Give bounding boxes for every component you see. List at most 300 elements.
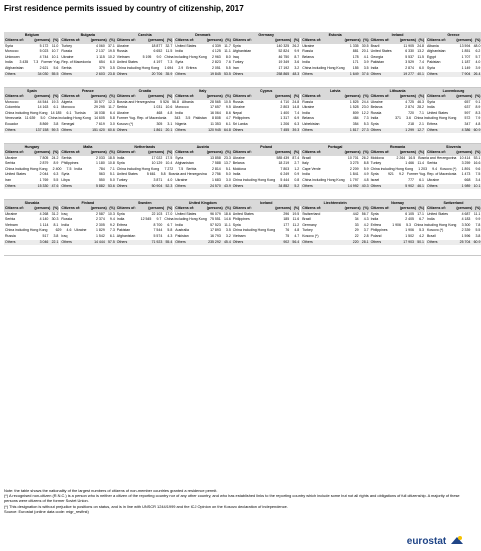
percent-cell: 4.9 — [363, 172, 369, 177]
table-row — [116, 128, 232, 134]
persons-cell: 24 570 — [210, 183, 221, 188]
percent-cell: 24.8 — [292, 99, 300, 104]
citizenship-cell: Others — [232, 183, 244, 188]
percent-cell: 11.1 — [473, 211, 481, 216]
persons-cell: 343 — [174, 116, 181, 121]
persons-cell: 2 874 — [405, 65, 414, 70]
citizenship-cell: Others — [61, 239, 72, 244]
persons-cell: 96 079 — [210, 211, 221, 216]
persons-cell: 218 — [408, 121, 414, 126]
persons-cell: 57 523 — [210, 222, 221, 227]
column-header-percent: (%) — [109, 150, 115, 154]
citizenship-cell: Bosnia and Herzegovina — [418, 155, 457, 160]
persons-cell: 550 — [98, 177, 105, 182]
citizenship-cell: Belarus — [232, 161, 245, 166]
percent-cell: 11.5 — [165, 49, 173, 54]
country-name: France — [81, 89, 94, 93]
persons-cell: 12 545 — [140, 217, 152, 222]
citizenship-cell: China including Hong Kong — [48, 116, 91, 121]
column-header-persons: (persons) — [400, 94, 416, 98]
column-header-percent: (%) — [225, 150, 231, 154]
citizenship-cell: Afghanistan — [427, 49, 446, 54]
percent-cell: 23.0 — [361, 105, 369, 110]
citizenship-cell: Others — [175, 239, 186, 244]
column-header-citizens: Citizens of: — [175, 150, 195, 154]
country-pair-block — [232, 144, 370, 200]
percent-cell: 3.5 — [109, 65, 115, 70]
country-name: Slovakia — [24, 201, 40, 205]
citizenship-cell: Russia — [302, 99, 313, 104]
percent-cell: 3.2 — [225, 233, 231, 238]
percent-cell: 5.5 — [475, 228, 481, 233]
persons-cell: 8 700 — [153, 222, 163, 227]
eurostat-logo-icon — [450, 535, 464, 545]
table-row — [370, 240, 481, 246]
persons-cell: 1 187 — [461, 60, 471, 65]
percent-cell: 48.0 — [473, 43, 481, 48]
citizenship-cell: United States — [116, 172, 138, 177]
percent-cell: 8.6 — [225, 110, 231, 115]
country-name: Cyprus — [260, 89, 273, 93]
persons-cell: 1 335 — [349, 43, 359, 48]
country-name: Romania — [389, 145, 406, 149]
citizenship-cell: Others — [370, 239, 382, 244]
percent-cell: 6.0 — [109, 60, 115, 65]
persons-cell: 5 537 — [405, 54, 414, 59]
column-header-persons: (persons) — [456, 206, 473, 210]
column-header-percent: (%) — [363, 206, 369, 210]
percent-cell: 7.5 — [66, 166, 72, 171]
persons-cell: 71 923 — [151, 239, 163, 244]
percent-cell: 4.6 — [66, 228, 72, 233]
percent-cell: 24.4 — [361, 99, 369, 104]
citizenship-cell: Ukraine — [232, 105, 245, 110]
column-header-citizens: Citizens of: — [175, 206, 195, 210]
persons-cell: 2 756 — [212, 172, 221, 177]
citizenship-cell: India — [302, 60, 310, 65]
country-row-cells — [425, 128, 481, 134]
column-header-citizens: Citizens of: — [232, 38, 252, 42]
citizenship-cell: Australia — [175, 228, 189, 233]
percent-cell: 10.5 — [223, 99, 231, 104]
column-header-percent: (%) — [225, 38, 231, 42]
column-header-citizens: Citizens of: — [232, 94, 252, 98]
column-header-percent: (%) — [363, 38, 369, 42]
persons-cell: 2 874 — [405, 105, 414, 110]
percent-cell: 12.7 — [417, 127, 424, 132]
source-line: Source: Eurostat (online data code: migr_resfirst) — [4, 508, 89, 514]
column-header-percent: (%) — [293, 150, 300, 154]
country-row-cells — [370, 184, 425, 190]
citizenship-cell: Morocco — [61, 105, 75, 110]
persons-cell: 25 704 — [459, 239, 471, 244]
percent-cell: 26.2 — [292, 43, 300, 48]
percent-cell: 17.1 — [417, 211, 424, 216]
citizenship-cell: Russia — [370, 110, 382, 115]
country-name: Bulgaria — [80, 33, 96, 37]
table-row — [4, 184, 116, 190]
percent-cell: 20.1 — [361, 49, 369, 54]
persons-cell: 22 — [354, 233, 359, 238]
persons-cell: 75 551 — [210, 217, 221, 222]
country-row-cells — [300, 72, 369, 78]
persons-cell: 2 587 — [96, 211, 105, 216]
percent-cell: 31.2 — [51, 211, 59, 216]
percent-cell: 9.5 — [225, 105, 231, 110]
persons-cell: 2 137 — [96, 49, 105, 54]
citizenship-cell: Russia — [232, 99, 244, 104]
citizenship-cell: Germany — [302, 222, 317, 227]
percent-cell: 6.1 — [53, 105, 59, 110]
citizenship-cell: United States — [427, 110, 449, 115]
country-name: Slovenia — [446, 145, 461, 149]
citizenship-cell: India — [232, 172, 241, 177]
percent-cell: 4.2 — [419, 233, 424, 238]
citizenship-cell: Ukraine — [370, 99, 383, 104]
persons-cell: 17 893 — [210, 228, 221, 233]
persons-cell: 1 502 — [405, 233, 414, 238]
citizenship-cell: Former Yug. Rep. of Macedonia — [406, 172, 457, 177]
country-row-cells — [116, 184, 174, 190]
percent-cell: 5.3 — [406, 222, 411, 227]
citizenship-cell: Syria — [370, 172, 379, 177]
column-header-persons: (persons) — [90, 206, 107, 210]
persons-cell: 10 414 — [459, 155, 471, 160]
country-name: Liechtenstein — [323, 201, 347, 205]
citizenship-cell: Kosovo (*) — [116, 121, 134, 126]
citizenship-cell: United States — [232, 211, 254, 216]
persons-cell: 629 — [55, 228, 62, 233]
persons-cell: 46 750 — [278, 54, 290, 59]
page-title: First residence permits issued by country of citizenship, 2017 — [4, 4, 244, 13]
citizenship-cell: China including Hong Kong — [116, 166, 160, 171]
percent-cell: 9.9 — [475, 217, 481, 222]
persons-cell: 177 — [283, 222, 290, 227]
percent-cell: 5.9 — [363, 166, 369, 171]
persons-cell: 4 183 — [461, 217, 471, 222]
citizenship-cell: Syria — [61, 172, 70, 177]
column-header-citizens: Citizens of: — [302, 38, 322, 42]
column-header-citizens: Citizens of: — [370, 94, 390, 98]
citizenship-cell: Others — [370, 71, 382, 76]
percent-cell: 0.9 — [294, 172, 300, 177]
persons-cell: 1 528 — [349, 105, 359, 110]
persons-cell: 3 046 — [39, 239, 49, 244]
citizenship-cell: Syria — [5, 43, 13, 48]
citizenship-cell: Syria — [116, 161, 125, 166]
persons-cell: 2 405 — [405, 217, 414, 222]
percent-cell: 6.3 — [53, 172, 59, 177]
percent-cell: 22.1 — [51, 239, 59, 244]
country-name: Netherlands — [134, 145, 156, 149]
citizenship-cell: Russia — [116, 49, 128, 54]
persons-cell: 4 710 — [280, 99, 290, 104]
citizenship-cell: Unknown — [5, 54, 20, 59]
note-line: Note: the table shows the nationality of the largest numbers of citizens of non-member countries granted a residence permit. — [4, 488, 218, 493]
persons-cell: 2 305 — [96, 222, 105, 227]
percent-cell: 45.4 — [223, 239, 231, 244]
persons-cell: 13 858 — [210, 155, 221, 160]
country-name: Poland — [260, 145, 273, 149]
country-row-cells — [4, 240, 59, 246]
percent-cell: 9.1 — [475, 99, 481, 104]
percent-cell: 4.7 — [225, 116, 231, 121]
percent-cell: 46.1 — [417, 183, 424, 188]
citizenship-cell: Turkey — [232, 60, 244, 65]
column-header-citizens: Citizens of: — [61, 38, 81, 42]
persons-cell: 1 149 — [461, 65, 471, 70]
persons-cell: 7 904 — [461, 71, 471, 76]
column-header-persons: (persons) — [344, 94, 361, 98]
column-header-citizens: Citizens of: — [61, 206, 81, 210]
percent-cell: 5.8 — [160, 172, 166, 177]
citizenship-cell: Others — [116, 127, 128, 132]
percent-cell: 4.1 — [363, 54, 369, 59]
percent-cell: 5.5 — [53, 177, 59, 182]
percent-cell: 19.5 — [107, 49, 115, 54]
citizenship-cell: China including Hong Kong — [5, 166, 48, 171]
percent-cell: 10.7 — [51, 49, 59, 54]
country-pair-block — [370, 88, 481, 144]
persons-cell: 2 879 — [39, 161, 49, 166]
column-header-persons: (persons) — [400, 206, 416, 210]
country-row-cells — [232, 72, 300, 78]
citizenship-cell: Others — [175, 183, 186, 188]
citizenship-cell: Kosovo (*) — [427, 228, 444, 233]
column-header-percent: (%) — [52, 94, 59, 98]
country-name: Hungary — [24, 145, 40, 149]
persons-cell: 305 — [156, 121, 163, 126]
citizenship-cell: Albania — [181, 99, 194, 104]
persons-cell: 3 275 — [349, 161, 359, 166]
persons-cell: 14 185 — [50, 110, 62, 115]
column-header-percent: (%) — [166, 150, 173, 154]
persons-cell: 4 125 — [212, 49, 221, 54]
percent-cell: 11.1 — [224, 49, 231, 54]
column-header-persons: (persons) — [344, 206, 361, 210]
persons-cell: 7 803 — [280, 166, 290, 171]
citizenship-cell: Others — [232, 71, 244, 76]
persons-cell: 11 905 — [403, 43, 414, 48]
citizenship-cell: Syria — [427, 99, 435, 104]
column-header-percent: (%) — [166, 38, 173, 42]
country-name: Sweden — [137, 201, 152, 205]
citizenship-cell: Turkey — [116, 177, 128, 182]
percent-cell: 28.2 — [417, 105, 424, 110]
persons-cell: 1 891 — [461, 166, 471, 171]
citizenship-cell: China including Hong Kong — [5, 110, 48, 115]
percent-cell: 3.8 — [53, 121, 59, 126]
country-row-cells — [370, 72, 425, 78]
percent-cell: 2.8 — [363, 233, 369, 238]
persons-cell: 3 529 — [405, 60, 414, 65]
country-row-cells — [4, 72, 59, 78]
percent-cell: 5.3 — [419, 228, 424, 233]
percent-cell: 24.8 — [417, 43, 424, 48]
percent-cell: 4.2 — [363, 222, 369, 227]
citizenship-cell: Ukraine — [61, 54, 74, 59]
citizenship-cell: Others — [302, 239, 313, 244]
column-header-percent: (%) — [418, 38, 424, 42]
citizenship-cell: Afghanistan — [232, 49, 252, 54]
citizenship-cell: Others — [116, 183, 128, 188]
percent-cell: 7.3 — [167, 60, 173, 65]
country-pair-block — [4, 200, 116, 256]
percent-cell: 23.3 — [223, 155, 231, 160]
citizenship-cell: Italy — [302, 161, 309, 166]
percent-cell: 4.8 — [294, 228, 300, 233]
percent-cell: 3.1 — [167, 121, 173, 126]
persons-cell: 5 526 — [160, 99, 169, 104]
column-header-citizens: Citizens of: — [232, 206, 252, 210]
persons-cell: 720 — [408, 110, 414, 115]
percent-cell: 6.0 — [419, 65, 424, 70]
percent-cell: 8.8 — [363, 161, 369, 166]
citizenship-cell: United States — [175, 43, 197, 48]
persons-cell: 5 902 — [405, 183, 414, 188]
persons-cell: 572 — [464, 116, 471, 121]
persons-cell: 10 129 — [151, 161, 163, 166]
citizenship-cell: Vietnam — [232, 233, 246, 238]
country-name: Malta — [83, 145, 93, 149]
persons-cell: 6 652 — [153, 49, 163, 54]
persons-cell: 50 904 — [151, 183, 163, 188]
persons-cell: 597 — [464, 110, 471, 115]
citizenship-cell: Eritrea — [370, 222, 381, 227]
citizenship-cell: India — [370, 65, 379, 70]
percent-cell: 8.9 — [475, 105, 481, 110]
table-row — [116, 240, 232, 246]
percent-cell: 11.7 — [108, 105, 115, 110]
persons-cell: 1 851 — [461, 49, 471, 54]
percent-cell: 30.3 — [51, 217, 59, 222]
column-header-persons: (persons) — [206, 38, 223, 42]
percent-cell: 48.3 — [292, 71, 300, 76]
citizenship-cell: Others — [232, 239, 244, 244]
citizenship-cell: India — [370, 217, 379, 222]
persons-cell: 2 814 — [212, 166, 221, 171]
persons-cell: 11 353 — [210, 121, 221, 126]
table-row — [232, 184, 370, 190]
column-header-persons: (persons) — [344, 38, 361, 42]
percent-cell: 5.7 — [475, 54, 481, 59]
country-name: Denmark — [195, 33, 211, 37]
percent-cell: 7.1 — [109, 166, 115, 171]
persons-cell: 1 906 — [392, 222, 401, 227]
column-header-citizens: Citizens of: — [5, 150, 24, 154]
column-header-percent: (%) — [418, 94, 424, 98]
table-row — [370, 72, 481, 78]
persons-cell: 6 105 — [405, 211, 414, 216]
percent-cell: 10.6 — [165, 105, 173, 110]
persons-cell: 16 793 — [210, 233, 221, 238]
percent-cell: 5.3 — [363, 121, 369, 126]
country-name: Latvia — [329, 89, 341, 93]
country-pair-block — [4, 32, 116, 88]
citizenship-cell: Belarus — [302, 54, 315, 59]
column-header-citizens: Citizens of: — [116, 206, 136, 210]
country-row-cells — [370, 240, 425, 246]
country-name: Luxembourg — [442, 89, 465, 93]
citizenship-cell: Serbia — [186, 166, 197, 171]
citizenship-cell: Bosnia and Herzegovina — [168, 172, 207, 177]
citizenship-cell: Morocco — [175, 105, 189, 110]
citizenship-cell: Georgia — [370, 54, 384, 59]
country-pair-block — [370, 200, 481, 256]
country-row-cells — [116, 128, 174, 134]
citizenship-cell: Others — [427, 71, 438, 76]
country-row-cells — [59, 72, 115, 78]
citizenship-cell: Pakistan — [116, 228, 131, 233]
persons-cell: 171 — [352, 60, 359, 65]
citizenship-cell: Syria — [116, 211, 125, 216]
percent-cell: 9.0 — [156, 54, 162, 59]
citizenship-cell: Turkey — [370, 161, 382, 166]
table-row — [4, 128, 116, 134]
percent-cell: 3.0 — [225, 177, 231, 182]
citizenship-cell: Egypt — [427, 54, 436, 59]
percent-cell: 59.3 — [51, 127, 59, 132]
percent-cell: 5.0 — [40, 116, 46, 121]
citizenship-cell: China including Hong Kong — [302, 65, 345, 70]
persons-cell: 155 — [352, 65, 359, 70]
citizenship-cell: Afghanistan — [5, 65, 24, 70]
persons-cell: 15 330 — [37, 183, 49, 188]
percent-cell: 6.7 — [419, 217, 424, 222]
citizenship-cell: Afghanistan — [116, 233, 136, 238]
percent-cell: 43.9 — [223, 183, 231, 188]
percent-cell: 4.3 — [363, 217, 369, 222]
table-row — [370, 184, 481, 190]
column-header-persons: (persons) — [275, 150, 292, 154]
citizenship-cell: Ukraine — [5, 155, 18, 160]
percent-cell: 1.2 — [294, 166, 300, 171]
citizenship-cell: Syria — [175, 155, 184, 160]
persons-cell: 4 687 — [461, 211, 471, 216]
column-header-percent: (%) — [363, 94, 369, 98]
percent-cell: 87.4 — [292, 155, 300, 160]
citizenship-cell: Pakistan — [370, 60, 385, 65]
persons-cell: 29 — [354, 228, 359, 233]
citizenship-cell: India — [427, 105, 435, 110]
percent-cell: 3.9 — [363, 60, 369, 65]
persons-cell: 1 031 — [153, 105, 163, 110]
percent-cell: 3.5 — [225, 228, 231, 233]
percent-cell: 3.9 — [475, 65, 481, 70]
percent-cell: 7.3 — [33, 60, 39, 65]
percent-cell: 4.0 — [475, 60, 481, 65]
percent-cell: 9.6 — [475, 166, 481, 171]
citizenship-cell: India — [116, 217, 125, 222]
persons-cell: 17 022 — [151, 155, 163, 160]
percent-cell: 10.1 — [473, 183, 481, 188]
persons-cell: 6 249 — [280, 172, 290, 177]
persons-cell: 4 140 — [39, 217, 49, 222]
citizenship-cell: Syria — [370, 121, 379, 126]
country-pair-block — [116, 32, 232, 88]
citizenship-cell: Cape Verde — [302, 166, 321, 171]
percent-cell: 3.7 — [363, 228, 369, 233]
column-header-persons: (persons) — [275, 38, 292, 42]
citizenship-cell: Others — [5, 127, 16, 132]
citizenship-cell: India — [427, 217, 435, 222]
persons-cell: 44 544 — [37, 99, 49, 104]
percent-cell: 11.7 — [224, 43, 231, 48]
citizenship-cell: Switzerland — [302, 211, 321, 216]
citizenship-cell: Kosovo (*) — [440, 166, 457, 171]
column-header-percent: (%) — [293, 94, 300, 98]
column-header-citizens: Citizens of: — [5, 38, 24, 42]
